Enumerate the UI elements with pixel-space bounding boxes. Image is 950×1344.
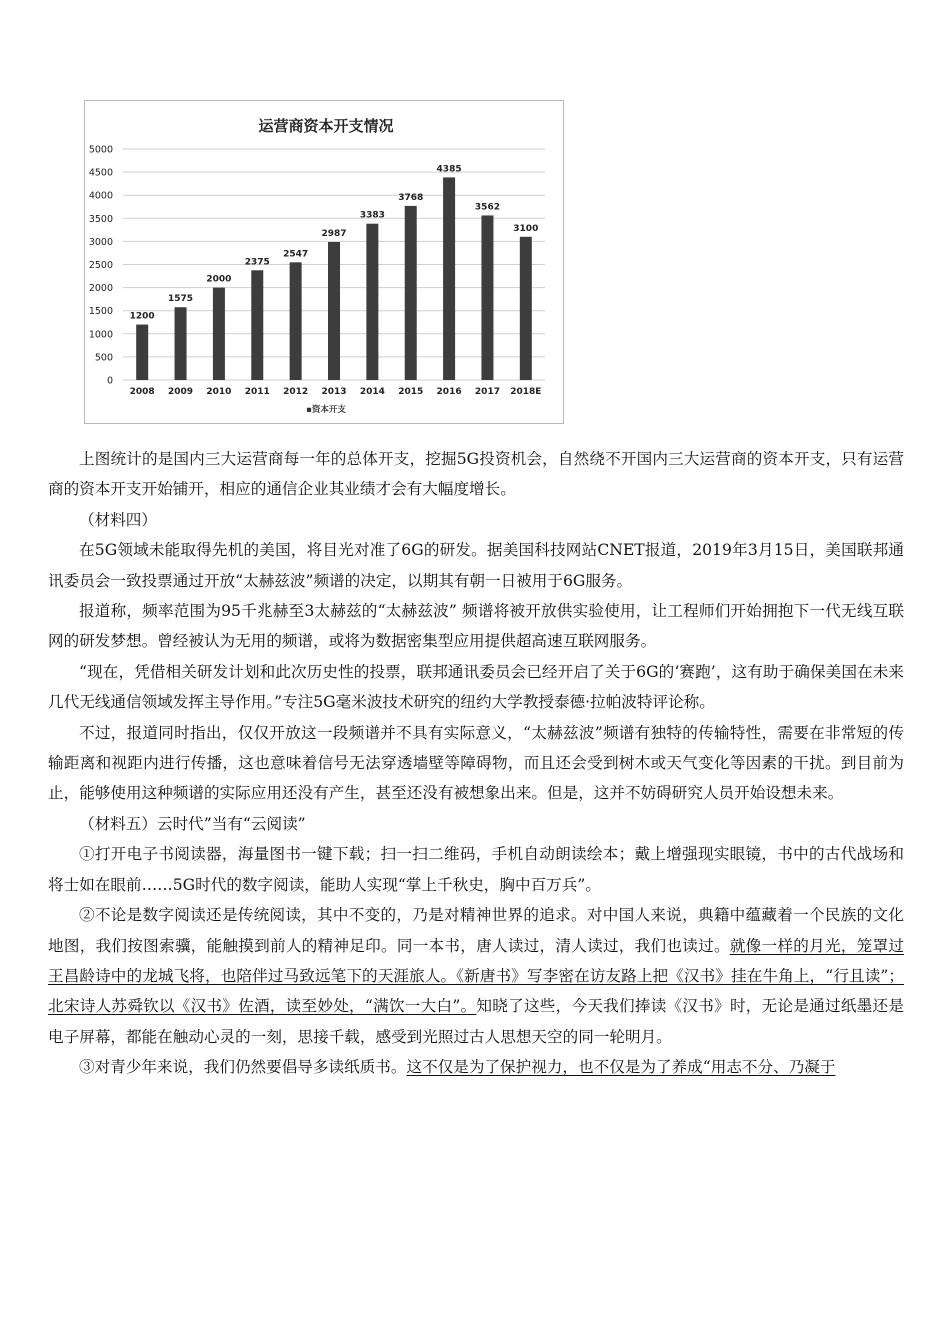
paragraph-text: “现在，凭借相关研发计划和此次历史性的投票，联邦通讯委员会已经开启了关于6G的‘赛跑’，这有助于确保美国在未来几代无线通信领域发挥主导作用。”专注5G毫米波技术研究的纽约大学教授泰德·拉帕波特评论称。 <box>48 662 904 712</box>
x-tick-label: 2009 <box>168 387 194 397</box>
y-tick-label: 4500 <box>88 167 113 179</box>
bar <box>175 307 187 380</box>
bar <box>520 237 532 380</box>
y-tick-label: 2500 <box>88 260 113 271</box>
x-tick-label: 2014 <box>359 387 385 397</box>
chart-svg <box>85 101 563 423</box>
chart-title: 运营商资本开支情况 <box>258 117 394 135</box>
y-tick-label: 500 <box>94 352 113 364</box>
x-tick-label: 2008 <box>129 387 155 397</box>
x-tick-label: 2011 <box>244 387 270 397</box>
paragraph-text: 上图统计的是国内三大运营商每一年的总体开支，挖掘5G投资机会，自然绕不开国内三大运营商的资本开支，只有运营商的资本开支开始铺开，相应的通信企业其业绩才会有大幅度增长。 <box>48 450 904 499</box>
paragraph <box>48 839 904 900</box>
y-tick-label: 4000 <box>88 190 113 202</box>
x-tick-label: 2013 <box>321 387 347 397</box>
paragraph <box>48 1052 904 1082</box>
x-tick-label: 2016 <box>436 387 462 397</box>
bar <box>136 325 148 380</box>
x-tick-label: 2015 <box>398 387 424 397</box>
y-tick-label: 3500 <box>88 213 113 225</box>
paragraph-text: 在5G领域未能取得先机的美国，将目光对准了6G的研发。据美国科技网站CNET报道，2019年3月15日，美国联邦通讯委员会一致投票通过开放“太赫兹波”频谱的决定，以期其有朝一日被用于6G服务。 <box>48 541 904 590</box>
paragraph-text: （材料四） <box>79 510 157 529</box>
article-body <box>48 444 904 1083</box>
data-label: 4385 <box>436 164 462 175</box>
data-label: 3768 <box>398 192 424 203</box>
paragraph-text: ①打开电子书阅读器，海量图书一键下载；扫一扫二维码，手机自动朗读绘本；戴上增强现实眼镜，书中的古代战场和将士如在眼前……5G时代的数字阅读，能助人实现“掌上千秋史，胸中百万兵”。 <box>48 845 904 894</box>
legend: ▪资本开支 <box>306 405 346 415</box>
data-label: 2547 <box>283 249 309 260</box>
paragraph-text: ③对青少年来说，我们仍然要倡导多读纸质书。 <box>79 1058 407 1077</box>
paragraph <box>48 444 904 505</box>
paragraph-text: 报道称，频率范围为95千兆赫至3太赫兹的“太赫兹波” 频谱将被开放供实验使用，让工程师们开始拥抱下一代无线互联网的研发梦想。曾经被认为无用的频谱，或将为数据密集型应用提供超高速互联网服务。 <box>48 602 904 651</box>
paragraph-text: ②不论是数字阅读还是传统阅读，其中不变的，乃是对精神世界的追求。对中国人来说，典籍中蕴藏着一个民族的文化地图，我们按图索骥，能触摸到前人的精神足印。同一本书，唐人读过，清人读过，我们也读过。 <box>48 906 904 955</box>
bar <box>328 242 340 380</box>
underlined-text: 就像一样的月光，笼罩过王昌龄诗中的龙城飞将，也陪伴过马致远笔下的天涯旅人。《新唐书》写李密在访友路上把《汉书》挂在牛角上，“行且读”；北宋诗人苏舜钦以《汉书》佐酒，读至妙处，“满饮一大白”。 <box>48 936 904 1016</box>
bar <box>366 224 378 380</box>
data-label: 2375 <box>244 257 270 268</box>
y-tick-label: 0 <box>106 375 113 387</box>
bar <box>443 177 455 380</box>
paragraph <box>48 657 904 718</box>
y-tick-label: 5000 <box>88 144 113 156</box>
x-tick-label: 2010 <box>206 387 232 397</box>
paragraph <box>48 596 904 657</box>
paragraph-text: （材料五）云时代”当有“云阅读” <box>79 814 306 833</box>
bar <box>290 262 302 380</box>
bar <box>405 206 417 380</box>
paragraph-text: 不过，报道同时指出，仅仅开放这一段频谱并不具有实际意义，“太赫兹波”频谱有独特的传输特性，需要在非常短的传输距离和视距内进行传播，这也意味着信号无法穿透墙壁等障碍物，而且还会受到树木或天气变化等因素的干扰。到目前为止，能够使用这种频谱的实际应用还没有产生，甚至还没有被想象出来。但是，这并不妨碍研究人员开始设想未来。 <box>48 723 904 803</box>
y-tick-label: 3000 <box>88 236 113 248</box>
capex-chart <box>84 100 564 424</box>
data-label: 2000 <box>206 274 232 285</box>
y-tick-label: 1500 <box>88 306 113 318</box>
paragraph <box>48 505 904 535</box>
paragraph <box>48 900 904 1052</box>
x-tick-label: 2017 <box>474 387 500 397</box>
y-tick-label: 1000 <box>88 329 113 341</box>
underlined-text: 这不仅是为了保护视力，也不仅是为了养成“用志不分、乃凝于 <box>406 1058 836 1077</box>
paragraph <box>48 535 904 596</box>
paragraph <box>48 809 904 839</box>
bar <box>251 270 263 380</box>
data-label: 3383 <box>359 210 385 221</box>
paragraph <box>48 718 904 809</box>
data-label: 1575 <box>168 294 194 305</box>
data-label: 3562 <box>474 202 500 213</box>
bar <box>481 215 493 380</box>
x-tick-label: 2018E <box>510 387 542 397</box>
data-label: 2987 <box>321 229 347 240</box>
y-tick-label: 2000 <box>88 283 113 295</box>
x-tick-label: 2012 <box>283 387 309 397</box>
bar <box>213 288 225 380</box>
data-label: 3100 <box>513 223 539 234</box>
data-label: 1200 <box>129 311 155 322</box>
paragraph-text: 知晓了这些，今天我们捧读《汉书》时，无论是通过纸墨还是电子屏幕，都能在触动心灵的一刻，思接千载，感受到光照过古人思想天空的同一轮明月。 <box>48 997 904 1046</box>
